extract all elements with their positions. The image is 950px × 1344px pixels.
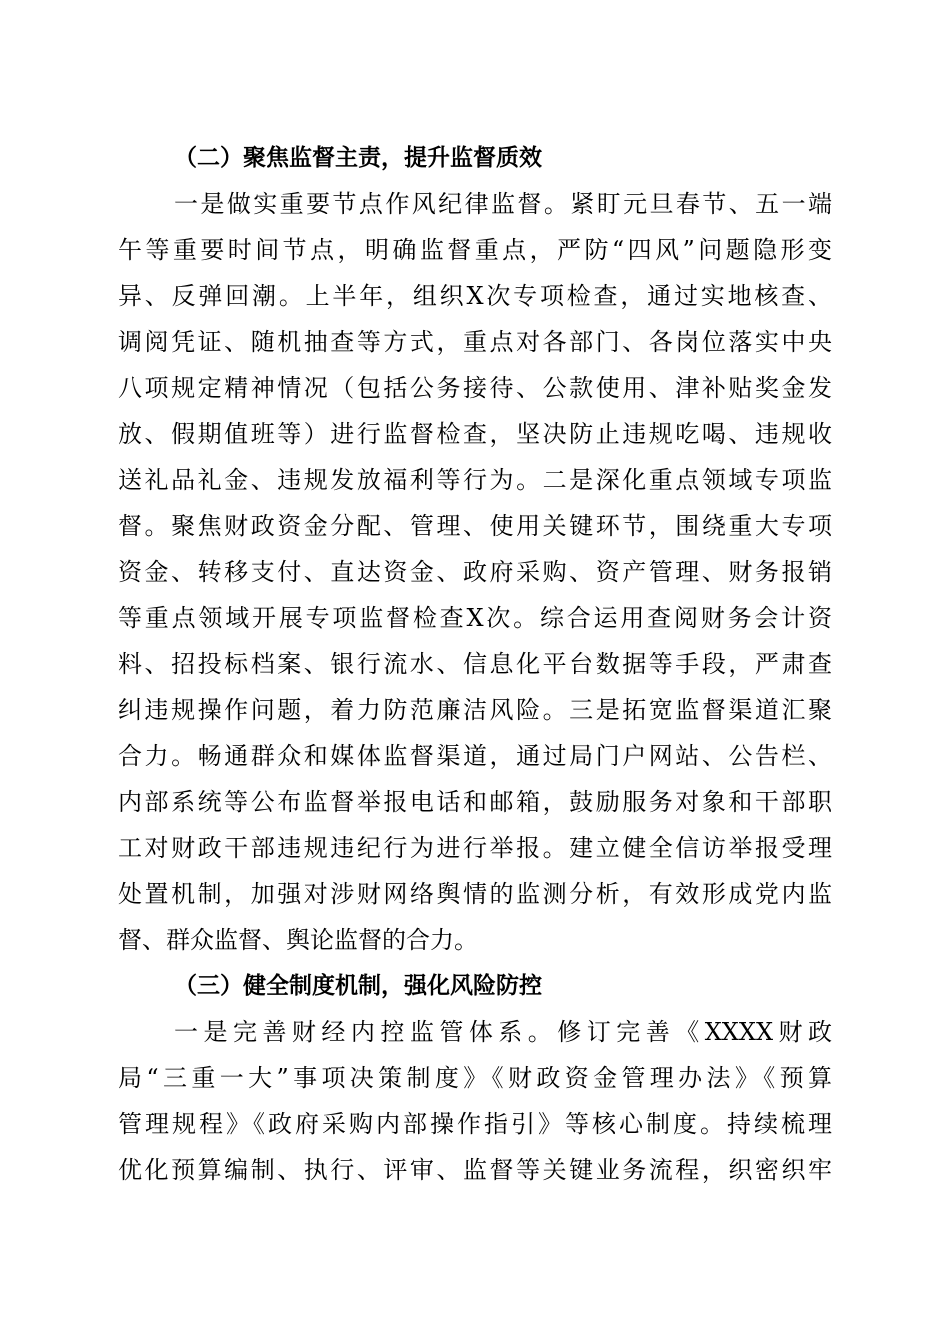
paragraph-line: 处置机制，加强对涉财网络舆情的监测分析，有效形成党内监 — [118, 880, 832, 908]
paragraph-line: 局“三重一大”事项决策制度》《财政资金管理办法》《预算 — [118, 1064, 832, 1092]
paragraph-line: 调阅凭证、随机抽查等方式，重点对各部门、各岗位落实中央 — [118, 328, 832, 356]
section-2-heading: （二）聚焦监督主责，提升监督质效 — [174, 144, 542, 171]
paragraph-line: 放、假期值班等）进行监督检查，坚决防止违规吃喝、违规收 — [118, 420, 832, 448]
paragraph-line: 等重点领域开展专项监督检查X次。综合运用查阅财务会计资 — [118, 604, 832, 632]
paragraph-line: 督。聚焦财政资金分配、管理、使用关键环节，围绕重大专项 — [118, 512, 832, 540]
paragraph-line: 料、招投标档案、银行流水、信息化平台数据等手段，严肃查 — [118, 650, 832, 678]
paragraph-line: 送礼品礼金、违规发放福利等行为。二是深化重点领域专项监 — [118, 466, 832, 494]
paragraph-line: 管理规程》《政府采购内部操作指引》等核心制度。持续梳理 — [118, 1110, 832, 1138]
paragraph-line: 资金、转移支付、直达资金、政府采购、资产管理、财务报销 — [118, 558, 832, 586]
paragraph-line: 一是完善财经内控监管体系。修订完善《XXXX财政 — [174, 1018, 832, 1046]
section-3-heading: （三）健全制度机制，强化风险防控 — [174, 972, 542, 999]
paragraph-line: 督、群众监督、舆论监督的合力。 — [118, 926, 478, 954]
paragraph-line: 纠违规操作问题，着力防范廉洁风险。三是拓宽监督渠道汇聚 — [118, 696, 832, 724]
paragraph-line: 工对财政干部违规违纪行为进行举报。建立健全信访举报受理 — [118, 834, 832, 862]
paragraph-line: 八项规定精神情况（包括公务接待、公款使用、津补贴奖金发 — [118, 374, 832, 402]
paragraph-line: 午等重要时间节点，明确监督重点，严防“四风”问题隐形变 — [118, 236, 832, 264]
paragraph-line: 内部系统等公布监督举报电话和邮箱，鼓励服务对象和干部职 — [118, 788, 832, 816]
paragraph-line: 合力。畅通群众和媒体监督渠道，通过局门户网站、公告栏、 — [118, 742, 832, 770]
paragraph-line: 异、反弹回潮。上半年，组织X次专项检查，通过实地核查、 — [118, 282, 832, 310]
paragraph-line: 一是做实重要节点作风纪律监督。紧盯元旦春节、五一端 — [174, 190, 832, 218]
paragraph-line: 优化预算编制、执行、评审、监督等关键业务流程，织密织牢 — [118, 1156, 832, 1184]
